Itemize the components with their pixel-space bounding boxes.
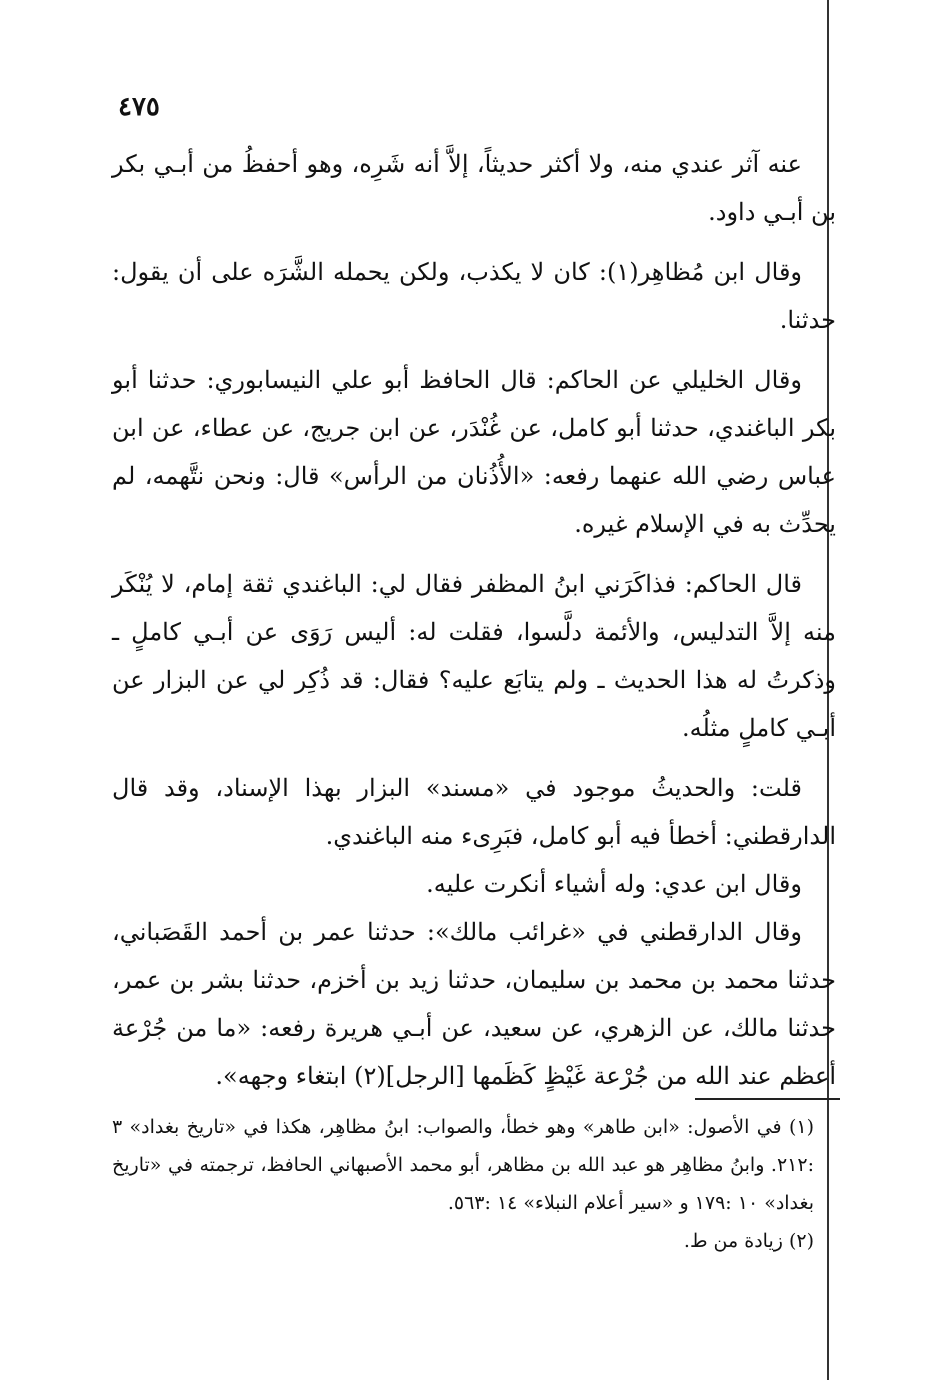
paragraph-1: عنه آثر عندي منه، ولا أكثر حديثاً، إلاَّ أنه شَرِه، وهو أحفظُ من أبـي بكر بن أبـي داود.	[112, 150, 836, 226]
paragraph-7: وقال الدارقطني في «غرائب مالك»: حدثنا عمر بن أحمد القَصَباني، حدثنا محمد بن محمد بن سليمان، حدثنا زيد بن أخزم، حدثنا بشر بن عمر، حدثنا مالك، عن الزهري، عن سعيد، عن أبـي هريرة رفعه: «ما من جُرْعة أعظم عند الله من جُرْعة غَيْظٍ كَظَمها [الرجل](٢) ابتغاء وجهه».	[112, 918, 836, 1090]
paragraph-5: قلت: والحديثُ موجود في «مسند» البزار بهذا الإسناد، وقد قال الدارقطني: أخطأ فيه أبو كامل، فبَرِىء منه الباغندي.	[112, 774, 836, 850]
footnotes	[112, 1108, 814, 1260]
footnote-1: (١) في الأصول: «ابن طاهر» وهو خطأ، والصواب: ابنُ مظاهِر، هكذا في «تاريخ بغداد» ٣ :٢١٢. وابنُ مظاهِر هو عبد الله بن مظاهر، أبو محمد الأصبهاني الحافظ، ترجمته في «تاريخ بغداد» ١٠ :١٧٩ و «سير أعلام النبلاء» ١٤ :٥٦٣.	[112, 1116, 814, 1214]
footnote-separator	[695, 1098, 840, 1100]
paragraph-6: وقال ابن عدي: وله أشياء أنكرت عليه.	[426, 870, 802, 898]
main-text	[112, 140, 836, 1112]
paragraph-4: قال الحاكم: فذاكَرَني ابنُ المظفر فقال لي: الباغندي ثقة إمام، لا يُنْكَر منه إلاَّ التدليس، والأئمة دلَّسوا، فقلت له: أليس رَوَى عن أبـي كاملٍ ـ وذكرتُ له هذا الحديث ـ ولم يتابَع عليه؟ فقال: قد ذُكِر لي عن البزار عن أبـي كاملٍ مثلُه.	[112, 570, 837, 742]
footnote-2: (٢) زيادة من ط.	[683, 1230, 814, 1252]
page-number: ٤٧٥	[118, 92, 160, 122]
paragraph-2: وقال ابن مُظاهِر(١): كان لا يكذب، ولكن يحمله الشَّرَه على أن يقول: حدثنا.	[112, 258, 836, 334]
paragraph-3: وقال الخليلي عن الحاكم: قال الحافظ أبو علي النيسابوري: حدثنا أبو بكر الباغندي، حدثنا أبو كامل، عن غُنْدَر، عن ابن جريج، عن عطاء، عن ابن عباس رضي الله عنهما رفعه: «الأُذُنان من الرأس» قال: ونحن نتَّهمه، لم يحدِّث به في الإسلام غيره.	[112, 366, 837, 538]
